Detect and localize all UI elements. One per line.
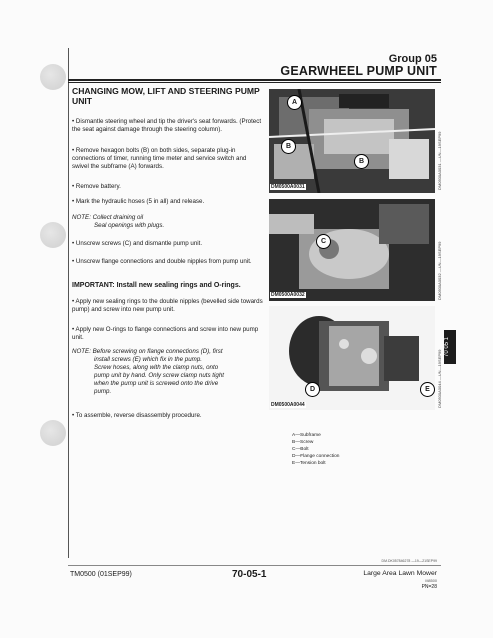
photo-pump-screws <box>269 199 435 301</box>
footer-product: Large Area Lawn Mower <box>363 570 437 577</box>
note-collect-oil <box>72 214 264 230</box>
footer-pn: PN=28 <box>421 584 437 590</box>
photo-pump-unit <box>269 306 435 410</box>
photo-caption-3: DM0500A0044 <box>271 402 305 408</box>
legend-item: C—Bolt <box>292 447 309 452</box>
page-number: 70-05-1 <box>232 569 267 580</box>
note-flange-connections <box>72 348 264 396</box>
photo-caption-2: DM0500A0032 <box>271 292 305 298</box>
footer-model: M8500 <box>425 579 437 583</box>
punch-hole-middle <box>40 222 66 248</box>
note-line: pump. <box>94 388 112 395</box>
label-b-right: B <box>354 154 369 169</box>
header-rule-secondary <box>68 82 441 83</box>
photo-code-2: DM0500A0032 —UN—19SEP99 <box>437 241 442 300</box>
photo-caption-1: DM0500A0031 <box>271 184 305 190</box>
label-c: C <box>316 234 331 249</box>
step-dismantle-steering: • Dismantle steering wheel and tip the driver's seat forwards. (Protect the seat against damage through the steering column). <box>72 118 262 133</box>
section-tab: 70 05 1 <box>444 330 456 364</box>
footer-code: DM.DK057846278 —19—21SEP99 <box>381 559 437 563</box>
step-unscrew-screws: • Unscrew screws (C) and dismantle pump unit. <box>72 240 203 247</box>
photo-code-1: DM0500A0031 —UN—19SEP99 <box>437 131 442 190</box>
photo-pump-screws-graphic <box>269 199 435 301</box>
footer-manual-id: TM0500 (01SEP99) <box>70 571 132 578</box>
parts-legend <box>292 432 339 467</box>
label-e: E <box>420 382 435 397</box>
photo-code-3: DM0500A0044 —UN—19SEP99 <box>437 349 442 408</box>
note-line: when the pump unit is screwed onto the drive <box>94 380 219 387</box>
step-remove-battery: • Remove battery. <box>72 183 121 190</box>
step-unscrew-flange: • Unscrew flange connections and double nipples from pump unit. <box>72 258 252 265</box>
step-apply-o-rings: • Apply new O-rings to flange connections and screw into new pump unit. <box>72 326 259 341</box>
legend-item: E—Tension bolt <box>292 461 326 466</box>
legend-item: D—Flange connection <box>292 454 340 459</box>
legend-item: A—Subframe <box>292 433 321 438</box>
page-title: GEARWHEEL PUMP UNIT <box>280 64 437 78</box>
legend-item: B—Screw <box>292 440 314 445</box>
step-remove-hexagon-bolts: • Remove hexagon bolts (B) on both sides, separate plug-in connections of timer, running time meter and service switch and swivel the subframe (A) forwards. <box>72 147 247 170</box>
note-line: Seal openings with plugs. <box>94 222 165 229</box>
group-heading: Group 05 <box>388 53 437 65</box>
punch-hole-bottom <box>40 420 66 446</box>
punch-hole-top <box>40 64 66 90</box>
important-notice: IMPORTANT: Install new sealing rings and O-rings. <box>72 282 241 289</box>
label-a: A <box>287 95 302 110</box>
margin-line <box>68 48 69 558</box>
step-mark-hoses: • Mark the hydraulic hoses (5 in all) and release. <box>72 198 205 205</box>
note-line: NOTE: Collect draining oil <box>72 214 144 221</box>
step-apply-sealing-rings: • Apply new sealing rings to the double nipples (bevelled side towards pump) and screw into new pump unit. <box>72 298 263 313</box>
note-line: pump unit by hand. Only screw clamp nuts tight <box>94 372 225 379</box>
note-line: Screw hoses, along with the clamp nuts, onto <box>94 364 219 371</box>
footer-rule <box>68 565 441 566</box>
label-b: B <box>281 139 296 154</box>
section-title: CHANGING MOW, LIFT AND STEERING PUMP UNIT <box>72 86 260 106</box>
label-d: D <box>305 382 320 397</box>
step-reassemble: • To assemble, reverse disassembly procedure. <box>72 412 202 419</box>
note-line: install screws (E) which fix in the pump. <box>94 356 202 363</box>
photo-pump-unit-graphic <box>269 306 435 410</box>
note-line: NOTE: Before screwing on flange connections (D), first <box>72 348 223 355</box>
header-rule <box>68 79 441 81</box>
